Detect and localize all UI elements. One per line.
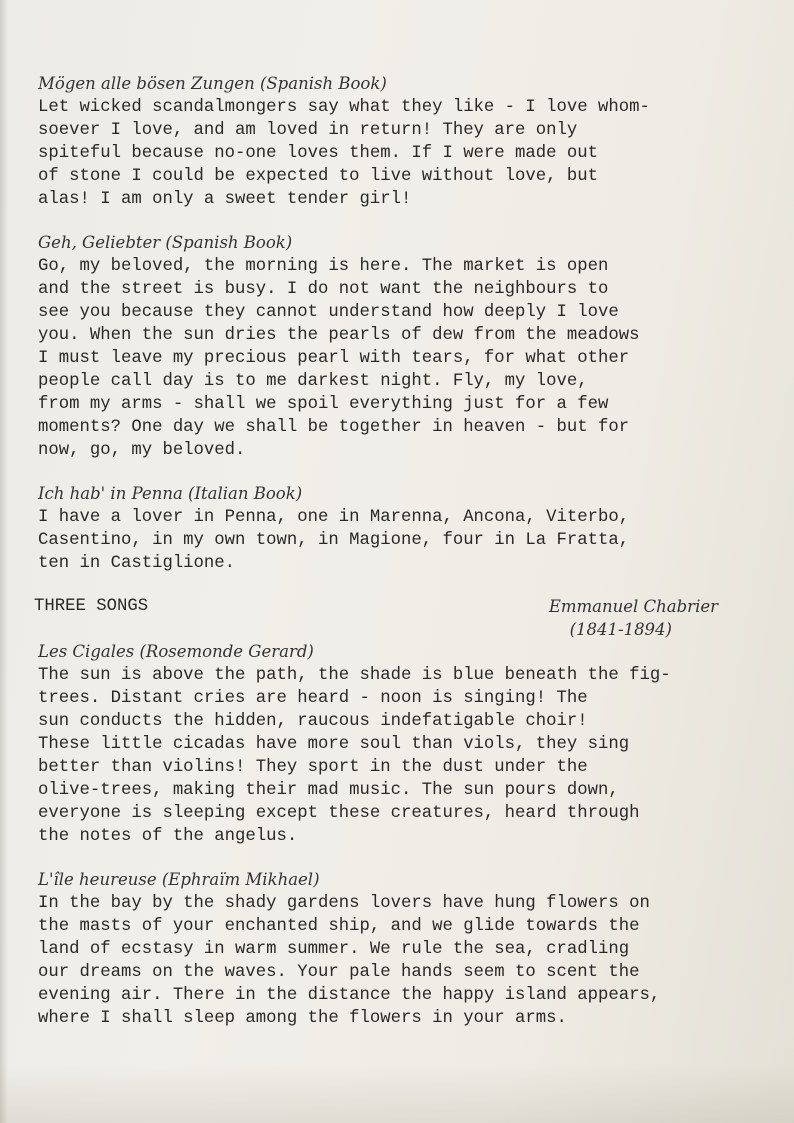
text-line: moments? One day we shall be together in heaven - but for (38, 418, 630, 437)
composer-years: (1841-1894) (569, 620, 672, 639)
text-line: spiteful because no-one loves them. If I were made out (38, 144, 599, 163)
song-heading: Geh, Geliebter (Spanish Book) (38, 233, 293, 252)
text-line: you. When the sun dries the pearls of dew from the meadows (38, 326, 640, 345)
text-line: The sun is above the path, the shade is blue beneath the fig- (38, 666, 671, 685)
composer-name: Emmanuel Chabrier (548, 597, 718, 616)
text-line: sun conducts the hidden, raucous indefatigable choir! (38, 712, 588, 731)
text-line: people call day is to me darkest night. Fly, my love, (38, 372, 588, 391)
text-line: the masts of your enchanted ship, and we glide towards the (38, 917, 640, 936)
text-line: where I shall sleep among the flowers in your arms. (38, 1009, 567, 1028)
text-line: Casentino, in my own town, in Magione, four in La Fratta, (38, 531, 630, 550)
song-heading: Les Cigales (Rosemonde Gerard) (38, 642, 314, 661)
text-line: alas! I am only a sweet tender girl! (38, 190, 412, 209)
text-line: land of ecstasy in warm summer. We rule the sea, cradling (38, 940, 630, 959)
text-line: evening air. There in the distance the happy island appears, (38, 986, 661, 1005)
document-body (34, 72, 758, 1030)
text-line: see you because they cannot understand how deeply I love (38, 303, 619, 322)
text-line: our dreams on the waves. Your pale hands seem to scent the (38, 963, 640, 982)
text-line: ten in Castiglione. (38, 554, 236, 573)
text-line: everyone is sleeping except these creatures, heard through (38, 804, 640, 823)
page-bottom-shadow (0, 1063, 794, 1123)
text-line: of stone I could be expected to live without love, but (38, 167, 599, 186)
text-line: olive-trees, making their mad music. The sun pours down, (38, 781, 619, 800)
song-heading: Mögen alle bösen Zungen (Spanish Book) (38, 74, 387, 93)
text-line: from my arms - shall we spoil everything just for a few (38, 395, 609, 414)
group-header (34, 595, 758, 639)
text-line: trees. Distant cries are heard - noon is singing! The (38, 689, 588, 708)
song-heading: Ich hab' in Penna (Italian Book) (38, 484, 303, 503)
text-line: the notes of the angelus. (38, 827, 298, 846)
page-edge-shadow (0, 0, 8, 1123)
text-line: I must leave my precious pearl with tears, for what other (38, 349, 630, 368)
text-line: In the bay by the shady gardens lovers have hung flowers on (38, 894, 650, 913)
text-line: Go, my beloved, the morning is here. The market is open (38, 257, 609, 276)
text-line: now, go, my beloved. (38, 441, 246, 460)
text-line: better than violins! They sport in the dust under the (38, 758, 588, 777)
group-title: THREE SONGS (34, 597, 149, 616)
text-line: and the street is busy. I do not want the neighbours to (38, 280, 609, 299)
text-line: Let wicked scandalmongers say what they like - I love whom- (38, 98, 650, 117)
text-line: These little cicadas have more soul than viols, they sing (38, 735, 630, 754)
song-heading: L'île heureuse (Ephraïm Mikhael) (38, 870, 320, 889)
text-line: I have a lover in Penna, one in Marenna, Ancona, Viterbo, (38, 508, 630, 527)
text-line: soever I love, and am loved in return! They are only (38, 121, 578, 140)
